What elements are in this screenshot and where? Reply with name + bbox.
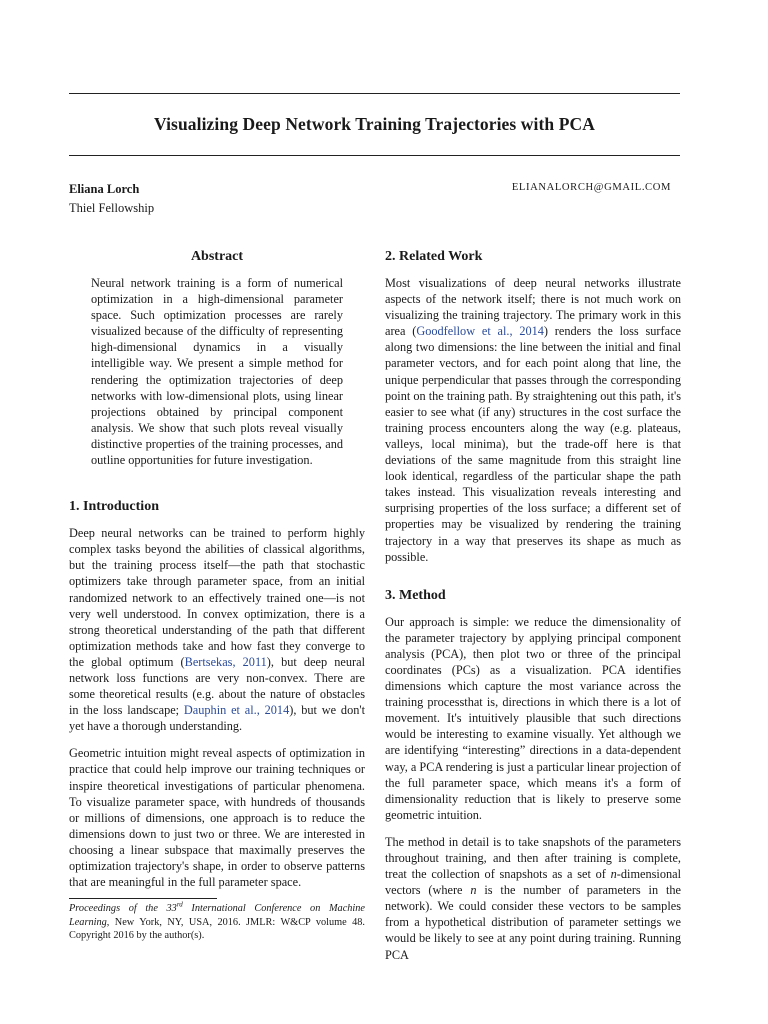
method-p2-text-b: -dimensional vectors (where: [385, 867, 681, 898]
footnote-rest: , New York, NY, USA, 2016. JMLR: W&CP volume 48. Copyright 2016 by the author(s).: [69, 916, 365, 941]
related-work-heading: 2. Related Work: [385, 249, 483, 264]
author-affiliation: Thiel Fellowship: [69, 201, 155, 215]
method-p2-text-c: is the number of parameters in the network). We could consider these vectors to be samples from a hypothetical distribution of parameter settings we would be likely to see at any point during training. Running PCA: [385, 883, 681, 962]
citation-dauphin[interactable]: Dauphin et al., 2014: [183, 703, 290, 718]
abstract-heading: Abstract: [190, 249, 244, 264]
title-top-rule: [69, 93, 680, 94]
citation-goodfellow[interactable]: Goodfellow et al., 2014: [416, 324, 544, 339]
intro-p1-text-a: Deep neural networks can be trained to perform highly complex tasks beyond the abilities of classical algorithms, but the training process itself—the path that stochastic optimizers take through parameter space, from an initial randomized network to an effectively trained one—is not very well understood. In convex optimization, there is a strong theoretical understanding of the path that different optimization methods take and how fast they converge to the global optimum (: [69, 526, 365, 669]
method-paragraph-1: Our approach is simple: we reduce the dimensionality of the parameter trajectory by applying principal component analysis (PCA), then plot two or three of the principal coordinates (PCs) as a visualization. PCA identifies dimensions which capture the most variance across the training processthat is, directions in which there is a lot of movement. It's intuitively plausible that such directions would be interesting to examine visually. Yet although we are identifying “interesting” directions in a data-dependent way, a PCA rendering is just a particular linear projection of the full parameter space, which means it's a form of dimensionality reduction that is likely to preserve some geometric intuition.: [385, 614, 681, 822]
introduction-paragraph-2: Geometric intuition might reveal aspects of optimization in practice that could help improve our training techniques or inspire theoretical investigations of particular phenomena. To visualize parameter space, with hundreds of thousands or millions of dimensions, one approach is to reduce the dimensions down to just two or three. We are interested in choosing a linear subspace that maximally preserves the optimization trajectory's shape, in order to observe patterns that are meaningful in the full parameter space.: [69, 746, 365, 890]
method-paragraph-2: [385, 834, 681, 963]
title-bottom-rule: [69, 155, 680, 156]
footnote-rule: [69, 898, 217, 899]
math-n-2: n: [470, 883, 477, 898]
footnote-proc-a: Proceedings of the 33: [69, 903, 177, 915]
author-block: [69, 180, 154, 218]
left-column: [69, 248, 365, 942]
paper-title: Visualizing Deep Network Training Trajectories with PCA: [153, 114, 596, 134]
method-p2-text-a: The method in detail is to take snapshots of the parameters throughout training, and then after training is complete, treat the collection of snapshots as a set of: [385, 834, 681, 882]
introduction-heading: 1. Introduction: [69, 499, 159, 515]
author-name: Eliana Lorch: [69, 182, 140, 196]
math-n-1: n: [610, 867, 617, 882]
method-heading: 3. Method: [385, 587, 446, 603]
footnote-proc-b: International Conference on Machine Learning: [69, 903, 365, 928]
abstract-text: Neural network training is a form of numerical optimization in a high-dimensional parameter space. Such optimization processes are rarely visualized because of the difficulty of representing high-dimensional dynamics in a visually intelligible way. We present a simple method for rendering the optimization trajectories of deep networks with low-dimensional plots, using linear projections obtained by principal component analysis. We show that such plots reveal visually distinctive properties of the training processes, and outline opportunities for future investigation.: [91, 276, 343, 468]
related-text-b: ) renders the loss surface along two dimensions: the line between the initial and final parameter vectors, and for each point along that line, the unique perpendicular that passes through the corresponding point on the training path. By straightening out this path, it's easier to see what (if any) structures in the cost surface the training process encounters along the way (e.g. plateaus, valleys, local minima), but the trade-off here is that deviations of the same magnitude from this straight line look identical, regardless of the particular shape the path takes instead. This visualization reveals interesting and surprising properties of the loss surface; a different set of properties may be visualized by rendering the training trajectory in a way that preserves its shape as much as possible.: [385, 324, 681, 564]
author-email: ELIANALORCH@GMAIL.COM: [511, 182, 671, 193]
citation-bertsekas[interactable]: Bertsekas, 2011: [184, 654, 267, 669]
related-work-paragraph: [385, 275, 681, 565]
related-text-a: Most visualizations of deep neural networks illustrate aspects of the network itself; there is not much work on visualizing the training trajectory. The primary work in this area (: [385, 276, 681, 339]
intro-p1-text-c: ), but we don't yet have a thorough understanding.: [69, 703, 366, 734]
intro-p1-text-b: ), but deep neural network loss functions are very non-convex. There are some theoretical results (e.g. about the nature of obstacles in the loss landscape;: [69, 654, 365, 718]
footnote: [69, 902, 365, 942]
right-column: [385, 248, 681, 963]
introduction-paragraph-1: [69, 525, 365, 734]
footnote-proc-sup: rd: [176, 900, 183, 909]
